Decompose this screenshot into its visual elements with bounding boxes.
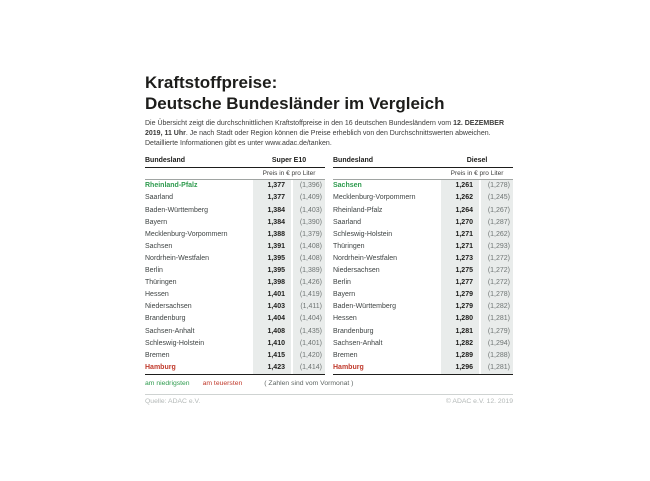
table-row (145, 217, 325, 229)
price-current: 1,275 (441, 265, 479, 277)
table-subheader (145, 168, 325, 180)
diesel-table (333, 157, 513, 375)
price-previous-month: (1,419) (293, 289, 325, 301)
state-name: Bayern (145, 218, 168, 226)
price-previous-month: (1,267) (481, 205, 513, 217)
price-current: 1,415 (253, 350, 291, 362)
table-row (145, 180, 325, 192)
table-row (333, 265, 513, 277)
price-current: 1,262 (441, 192, 479, 204)
table-row (145, 241, 325, 253)
price-current: 1,395 (253, 265, 291, 277)
price-previous-month: (1,401) (293, 338, 325, 350)
price-current: 1,404 (253, 313, 291, 325)
legend-highest-label: am teuersten (202, 379, 243, 387)
table-row (145, 253, 325, 265)
price-current: 1,277 (441, 277, 479, 289)
price-current: 1,377 (253, 180, 291, 192)
price-current: 1,384 (253, 217, 291, 229)
price-current: 1,395 (253, 253, 291, 265)
table-row (333, 301, 513, 313)
state-name: Hamburg (145, 363, 176, 371)
source-label: Quelle: ADAC e.V. (145, 397, 201, 405)
fuel-type-header: Super E10 (271, 157, 307, 165)
table-row (145, 265, 325, 277)
price-previous-month: (1,396) (293, 180, 325, 192)
table-row (145, 326, 325, 338)
table-row (145, 229, 325, 241)
price-current: 1,401 (253, 289, 291, 301)
price-current: 1,279 (441, 289, 479, 301)
table-body (145, 180, 325, 375)
state-name: Nordrhein-Westfalen (333, 254, 398, 262)
price-previous-month: (1,409) (293, 192, 325, 204)
price-current: 1,289 (441, 350, 479, 362)
table-row (333, 313, 513, 325)
state-name: Thüringen (333, 242, 365, 250)
intro-lead: Die Übersicht zeigt die durchschnittlichen Kraftstoffpreise in den 16 deutschen Bundesländern vom (145, 120, 454, 127)
price-previous-month: (1,272) (481, 265, 513, 277)
price-previous-month: (1,293) (481, 241, 513, 253)
price-previous-month: (1,294) (481, 338, 513, 350)
state-name: Niedersachsen (333, 267, 380, 275)
footer (145, 394, 513, 405)
price-previous-month: (1,404) (293, 313, 325, 325)
table-row (145, 362, 325, 374)
state-name: Bayern (333, 291, 356, 299)
state-name: Brandenburg (333, 327, 374, 335)
price-previous-month: (1,411) (293, 301, 325, 313)
super-e10-table (145, 157, 325, 375)
price-previous-month: (1,278) (481, 180, 513, 192)
state-name: Schleswig-Holstein (333, 230, 393, 238)
table-row (333, 277, 513, 289)
state-name: Berlin (333, 279, 351, 287)
price-current: 1,384 (253, 205, 291, 217)
price-current: 1,408 (253, 326, 291, 338)
state-name: Saarland (145, 194, 174, 202)
table-header (145, 157, 325, 168)
state-name: Rheinland-Pfalz (333, 206, 383, 214)
state-name: Baden-Württemberg (333, 303, 397, 311)
price-previous-month: (1,414) (293, 362, 325, 374)
price-previous-month: (1,272) (481, 277, 513, 289)
state-name: Hessen (333, 315, 357, 323)
table-row (333, 326, 513, 338)
price-current: 1,280 (441, 313, 479, 325)
table-row (333, 289, 513, 301)
table-row (333, 338, 513, 350)
state-name: Sachsen (333, 182, 362, 190)
legend-lowest-label: am niedrigsten (145, 379, 190, 387)
price-current: 1,391 (253, 241, 291, 253)
state-name: Sachsen-Anhalt (333, 339, 383, 347)
state-name: Hamburg (333, 363, 364, 371)
price-previous-month: (1,279) (481, 326, 513, 338)
table-row (145, 338, 325, 350)
price-current: 1,403 (253, 301, 291, 313)
price-current: 1,398 (253, 277, 291, 289)
price-current: 1,273 (441, 253, 479, 265)
price-current: 1,271 (441, 229, 479, 241)
page-title (145, 72, 513, 114)
state-name: Schleswig-Holstein (145, 339, 205, 347)
table-row (333, 362, 513, 374)
table-row (333, 229, 513, 241)
price-previous-month: (1,403) (293, 205, 325, 217)
price-previous-month: (1,390) (293, 217, 325, 229)
price-current: 1,281 (441, 326, 479, 338)
table-row (333, 217, 513, 229)
price-current: 1,282 (441, 338, 479, 350)
price-previous-month: (1,281) (481, 313, 513, 325)
state-name: Nordrhein-Westfalen (145, 254, 210, 262)
state-name: Baden-Württemberg (145, 206, 209, 214)
infographic (145, 72, 513, 405)
state-name: Bremen (145, 351, 170, 359)
table-row (333, 253, 513, 265)
table-row (145, 289, 325, 301)
price-previous-month: (1,408) (293, 241, 325, 253)
state-name: Sachsen (145, 242, 173, 250)
state-name: Thüringen (145, 279, 177, 287)
table-row (145, 205, 325, 217)
state-name: Sachsen-Anhalt (145, 327, 195, 335)
unit-label: Preis in € pro Liter (450, 170, 504, 178)
state-name: Saarland (333, 218, 362, 226)
price-previous-month: (1,379) (293, 229, 325, 241)
table-row (333, 350, 513, 362)
state-name: Hessen (145, 291, 169, 299)
state-name: Bremen (333, 351, 358, 359)
price-previous-month: (1,420) (293, 350, 325, 362)
price-previous-month: (1,281) (481, 362, 513, 374)
legend (145, 380, 513, 387)
state-name: Mecklenburg-Vorpommern (333, 194, 416, 202)
state-name: Berlin (145, 267, 163, 275)
price-current: 1,388 (253, 229, 291, 241)
price-current: 1,279 (441, 301, 479, 313)
fuel-type-header: Diesel (466, 157, 488, 165)
price-previous-month: (1,288) (481, 350, 513, 362)
price-previous-month: (1,262) (481, 229, 513, 241)
table-row (145, 350, 325, 362)
copyright-label: © ADAC e.V. 12. 2019 (445, 397, 513, 405)
table-row (145, 192, 325, 204)
table-row (333, 205, 513, 217)
table-body (333, 180, 513, 375)
intro-rest: . Je nach Stadt oder Region können die Preise erheblich von den Durchschnittswerten abweichen. Detaillierte Informationen gibt es unter www.adac.de/tanken. (145, 129, 491, 147)
state-name: Niedersachsen (145, 303, 192, 311)
state-name: Mecklenburg-Vorpommern (145, 230, 228, 238)
table-header (333, 157, 513, 168)
state-name: Rheinland-Pfalz (145, 182, 198, 190)
price-previous-month: (1,272) (481, 253, 513, 265)
price-previous-month: (1,435) (293, 326, 325, 338)
title-line-2: Deutsche Bundesländer im Vergleich (145, 94, 445, 113)
legend-note: ( Zahlen sind vom Vormonat ) (264, 379, 354, 387)
price-current: 1,264 (441, 205, 479, 217)
state-name: Brandenburg (145, 315, 186, 323)
price-current: 1,410 (253, 338, 291, 350)
table-row (333, 180, 513, 192)
table-row (145, 301, 325, 313)
table-row (333, 241, 513, 253)
table-row (145, 277, 325, 289)
price-current: 1,271 (441, 241, 479, 253)
table-row (145, 313, 325, 325)
table-row (333, 192, 513, 204)
price-current: 1,423 (253, 362, 291, 374)
price-previous-month: (1,287) (481, 217, 513, 229)
intro-text (145, 119, 513, 148)
state-column-header: Bundesland (145, 157, 186, 165)
price-previous-month: (1,389) (293, 265, 325, 277)
price-previous-month: (1,282) (481, 301, 513, 313)
state-column-header: Bundesland (333, 157, 374, 165)
table-subheader (333, 168, 513, 180)
price-current: 1,296 (441, 362, 479, 374)
price-current: 1,270 (441, 217, 479, 229)
price-previous-month: (1,245) (481, 192, 513, 204)
price-previous-month: (1,426) (293, 277, 325, 289)
price-tables (145, 157, 513, 375)
price-previous-month: (1,408) (293, 253, 325, 265)
price-current: 1,377 (253, 192, 291, 204)
title-line-1: Kraftstoffpreise: (145, 73, 278, 92)
intro-date: 12. DEZEMBER 2019, 11 Uhr (145, 120, 505, 137)
price-current: 1,261 (441, 180, 479, 192)
unit-label: Preis in € pro Liter (262, 170, 316, 178)
price-previous-month: (1,278) (481, 289, 513, 301)
